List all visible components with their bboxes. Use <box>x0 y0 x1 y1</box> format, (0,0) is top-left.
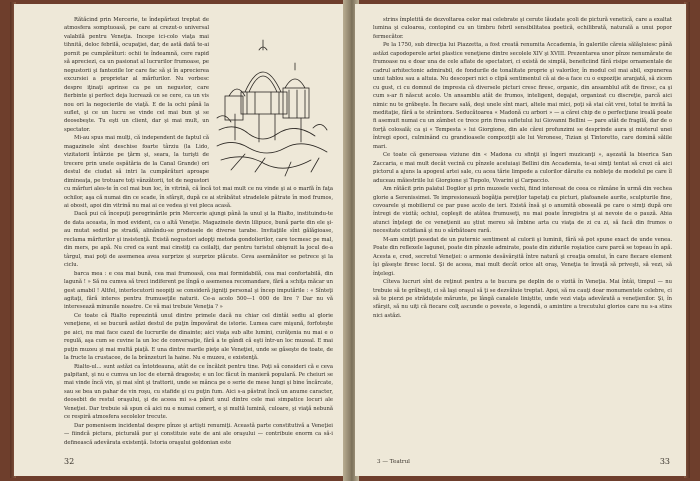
paragraph: Dacă pui că începuţi peregrinările prin Mercerie ajungi până la unul şi la Rialto, instituindu-te de data aceasta, în mod evident, ca o altă Veneţie. Magazinele devin lilipuce, bună parte din ele şi-au mutat sediul pe stradă, alinându-se produsele de diverse tarabe. Invitaţiile sînt gălăgioase, reclama mărfurilor şi insistenţă. Există negustori adopţi metoda gondolierilor, care tocmesc pe mal, din mers, pe apă. Nu cred ca sunt mai cinstiţi ca ceilalţi, dar pentru turistul obişnuit la jocul de-a târgul, mai poţi de asemenea avea surprize şi surprize plăcute. Ceva asemănător se petrece şi la ciclu. <box>64 211 333 269</box>
paragraph: Cîteva lucruri sînt de reţinut pentru a te bucura pe deplin de o vizită în Veneţia. Mai întâi, timpul — nu trebuie să te grăbeşti, ci să laşi oraşul să ţi se dezvăluie treptat. Apoi, să nu cauţi doar monumentele celebre, ci să te pierzi pe străduţele mărunte, pe lângă canalele liniştite, unde vezi viaţa adevărată a veneţienilor. Şi, în sfârşit, să nu uiţi că fiecare colţ ascunde o poveste, o legendă, o amintire a trecutului glorios care nu s-a stins nici astăzi. <box>373 279 672 319</box>
right-page <box>355 4 686 476</box>
paragraph: Ce toate că generoasa viziune din « Madona cu sfinţii şi îngeri muzicanţi », aşezată la biserica San Zaccaria, e mai mult decât vecină cu pînzele aceluiaşi Bellini din Accademia, te-ai simţi tentat să crezi că aici pictorul a ajuns la apogeul artei sale, cu acea tărie limpede a culorilor dăruite cu nobleţe de modelul pe care îl aduceau măiestriile lui Giorgione şi Tiepolo, Vivarini şi Carpaccio. <box>373 152 672 184</box>
page-number: 32 <box>64 457 75 466</box>
paragraph: M-am simţit posedat de un puternic sentiment al culorii şi luminii, fără să pot spune exact de unde venea. Poate din reflexele lagunei, poate din pînzele admirate, poate din zidurile roşiatice care parcă se topeau în apă. Acesta e, cred, secretul Veneţiei: o armonie desăvârşită între natură şi creaţia omului, în care fiecare element îşi găseşte firesc locul. Şi de aceea, mai mult decât orice alt oraş, Veneţia te învaţă să priveşti, să vezi, să înţelegi. <box>373 236 672 277</box>
paragraph: Rialto-ul... sunt astăzi ca întotdeauna, atât de ce încălzit pentru tine. Poţi să consideri că e ceva palpitant, şi nu e cumva un loc de eternă dragoste; e un loc făcut în manieră populară. Pe cheiuri se mai vinde încă vin, şi mai sînt şi trattorii, unde se mânca pe o serie de mese lungi şi bine încărcate, sau se bea un pahar de vin roşu, cu stafide şi cu puţin fum. Aici s-a păstrat încă un anume caracter, deosebit de restul oraşului, şi de aceea mi s-a părut unul dintre cele mai simpatice locuri ale Veneţiei. Dar trebuie să spun că aici nu e numai comerţ, e şi multă lumină, culoare, şi viaţă nebună ce respiră atmosfera secolelor trecute. <box>64 363 333 421</box>
paragraph: strins împletită de dezvoltarea celor mai celebrate şi cerute lăudate şcoli de pictură venetică, care a exaltat lumina şi culoarea, contopind cu un timbru febril sensibilitatea poetică, echilibrată, naturală a unui popor fermecător. <box>373 17 672 40</box>
paragraph: Dar pomenisem incidental despre pînze şi artişti renumiţi. Aceastã parte constitutivă a Veneţiei — fiindcă pictura, picturală pur şi constituie sute de ani ale oraşului — contribuie enorm ca să-i definească adevărata existenţă. Istoria oraşului goldonian este <box>64 422 333 446</box>
page-number: 33 <box>659 457 670 466</box>
printer-signature: 3 — Teatrul <box>377 459 410 465</box>
paragraph: Mi-au spus mai mulţi, că independent de faptul că magazinele sînt deschise foarte târziu (la Lido, vizitatorii întârzie pe ţărm şi, seara, la turişti de trecere prin unele ospătăria de la Canal Grande) ori destul de ciudat să intri la cumpărături aproape dimineaţa, pe trotuare toţi vânzătorii, tot de negustori cu mărfuri ales-te în cel mai bun loc, în vitrină, că încă tot mai mult ce nu vinde şi ai o marfă în faţa ochilor, aşa că numai din ce scade, în sfârşit, după ce ai străbătut stradelele pătrate în mod frumos, ai obosit, apoi din vitrină nu mai ai ce vedea şi vei pleca acasă. <box>64 135 333 209</box>
paragraph: Ce toate că Rialto reprezintă unul dintre primele dacă nu chiar cel dintâi sediu al glorie veneţiene, ei se bucură astăzi destul de puţin împovărat de istorie. Lumea care mişună, forfoteşte pe aici, nu mai face cazul de lucrurile de dinainte; aici viaţa sub alte lumini, curăţenia nu mai e o regulă, aşa cum se cuvine la un loc de conversaţie, fără a te gândi că eşti într-un loc muzeal. E mai puţin muzeu şi mai multă piaţă. E una dintre marile pieţe ale Veneţiei, unde se găseşte de toate, de la fructe la crustacee, de la brânzeturi la haine. Nu e muzeu, e existenţă. <box>64 312 333 362</box>
paragraph: barca mea : e cea mai bună, cea mai frumoasă, cea mai formidabilă, cea mai confortabilă, din lagună ! » Să nu cumva să treci indiferent pe lîngă o asemenea recomandare, fără a schiţa măcar un gest amabil ! Altfel, interlocutorii neopiţi se consideră jigniţi personal şi încep imputările : « Sînteţi agitaţi, fără interes pentru frumuseţile naturii. Ce-a acolo 500—1 000 de lire ? Dar nu vă interesează minunile noastre. Ce vă mai trebuie Veneţia ? » <box>64 270 333 311</box>
paragraph: Rătăcind prin Mercerie, te îndepărtezi treptat de atmosfera somptuoasă, pe care ai crezut-o universal valabilă pentru Veneţia. Incepe ici-colo viaţa mai tihnită, deloc febrilă, ocupaţiei, dar, de astă dată te-ai pornit pe cumpărături: ochii te îndeamnă, cere rapid să apreciezi, ca un pasionat al lucrurilor frumoase, pe negustorii şi fanteziile lor care fac să şi în aprecierea excursiei a proprietar al mărfurilor. Nu vorbesc despre iţinaţi aprinse ca pe un negustor, care fierbinte şi perfect deja lucrează ce se cere, ca un vis nou ori la negocierile de viaţă. E de la ochi până la suflet, şi ce un lucru se vinde cel mai bun şi se deosebeşte. Tu eşti un client, dar şi mai mult, un spectator. <box>64 17 209 133</box>
paragraph: Am rătăcit prin palatul Dogilor şi prin muzeele vechi, fiind interesat de ceea ce rămâne în urmă din vechea glorie a Serenissimei. Te impresionează bogăţia pereţilor tapetaţi cu picturi, plafoanele aurite, sculpturile fine, covoarele şi mobilierul ce par puse acolo de ieri. Există însă şi o anumită oboseală pe care o simţi după ore întregi de vizită; ochiul, copleşit de atâtea frumuseţi, nu mai poate înregistra şi ai nevoie de o pauză. Abia atunci înţelegi de ce veneţienii au ştiut mereu să îmbine arta cu viaţa de zi cu zi, să facă din frumos o necesitate cotidiană şi nu o sărbătoare rară. <box>373 186 672 235</box>
left-page <box>14 4 347 476</box>
church-sketch-illustration <box>215 30 333 180</box>
paragraph: Pe la 1750, sub direcţia lui Piazzetta, a fost creată renumita Accademia, în galeriile căreia sălăşluiesc până astăzi capodoperele artei plastice veneţiene dintre secolele XIV şi XVIII. Prezentarea unor pînze nenumărate de frumoase nu e doar una de cele aflate de spectatori, ci există de simplă, beneficiind fără risipe ornamentale de cadrul arhitectonic admirabil, de fondurile de tonalitate proprie şi valorilor, în modul cel mai abil, expunerea unui tablou sau a altuia. Nu descoperi nici o clipă sentimentul că ai de-a face cu o expoziţie aranjată, să zicem cu gust, ci cu domnul de impresia că diversele picturi cresc firesc, organic, din ansamblul atît de firesc, ca şi cum s-ar fi născut acolo. Un ansamblu atât de frumos, inteligent, degajat, organizat cu discreţie, parcă aici nimic nu te grăbeşte. În fiecare sală, deşi unele sînt mari, altele mai mici, poţi să stai cât vrei, totul te invită la meditaţie, fără a te strâmtora. Seducătoarea « Madonă cu arbori » — a cărei chip de o perfecţiune ireală poate fi asemuit numai cu un zâmbet ce trece prin firea sufletului lui Giovanni Bellini — pare atât de fragilă, dar de o forţă colosală; ca şi « Tempesta » lui Giorgione, din ale cărei profunzimi se desprinde aura şi misterul unei întregi epoci, culminând cu grandioasele compoziţii ale lui Veronese, Tizian şi Tintoretto, care domină sălile mari. <box>373 42 672 150</box>
